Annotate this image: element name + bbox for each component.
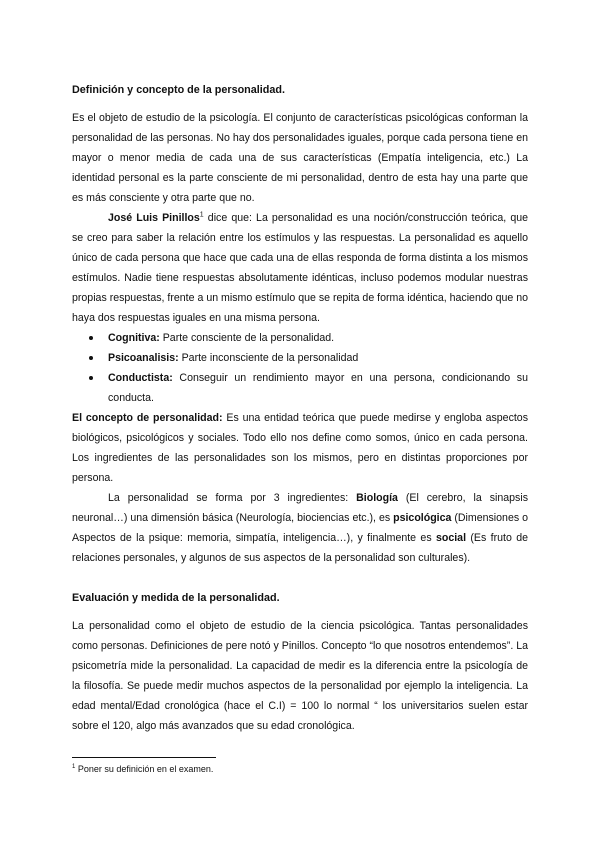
paragraph-concept: El concepto de personalidad: Es una entidad teórica que puede medirse y engloba aspectos biológicos, psicológicos y sociales. Todo ello nos define como somos, único en cada persona. Los ingredientes de las personalidades son los mismos, pero en distintas proporciones por persona. [72,412,528,484]
paragraph-pinillos [72,208,528,328]
bullet-icon [89,356,93,360]
author-name: José Luis Pinillos [108,212,200,224]
approach-list [72,328,528,408]
section-heading-definition: Definición y concepto de la personalidad. [72,84,285,96]
bullet-icon [89,336,93,340]
footnote: $^1$ Poner su definición en el examen. [72,764,214,774]
footnote-ref: 1 [199,211,204,219]
section-heading-evaluation: Evaluación y medida de la personalidad. [72,592,280,604]
pinillos-text: dice que: La personalidad es una noción/construcción teórica, que se creo para saber la relación entre los estímulos y las respuestas. La personalidad es aquello único de cada persona que hace que cada una de ellas responda de forma distinta a los mismos estímulos. Nadie tiene respuestas absolutamente idénticas, incluso podemos modular nuestras propias respuestas, frente a un mismo estímulo que se repita de forma idéntica, haciendo que no haya dos respuestas iguales en una misma persona. [72,212,528,324]
bullet-icon [89,376,93,380]
list-item: Conductista: Conseguir un rendimiento mayor en una persona, condicionando su conducta. [72,368,528,408]
paragraph-definition: Es el objeto de estudio de la psicología. El conjunto de características psicológicas conforman la personalidad de las personas. No hay dos personalidades iguales, porque cada persona tiene en mayor o menor media de cada una de sus características (Empatía inteligencia, etc.) La identidad personal es la parte consciente de mi personalidad, dentro de esta hay una parte que es más consciente y otra parte que no. [72,112,528,204]
paragraph-evaluation: La personalidad como el objeto de estudio de la ciencia psicológica. Tantas personalidades como personas. Definiciones de pere notó y Pinillos. Concepto “lo que nosotros entendemos”. La psicometría mide la personalidad. La capacidad de medir es la diferencia entre la psicología de la filosofía. Se puede medir muchos aspectos de la personalidad por ejemplo la inteligencia. La edad mental/Edad cronológica (hace el C.I) = 100 lo normal “ los universitarios suelen estar sobre el 120, algo más avanzados que su edad cronológica. [72,620,528,732]
paragraph-ingredients: La personalidad se forma por 3 ingredientes: Biología (El cerebro, la sinapsis neuronal…) una dimensión básica (Neurología, biociencias etc.), es psicológica (Dimensiones o Aspectos de la psique: memoria, simpatía, inteligencia…), y finalmente es social (Es fruto de relaciones personales, y algunos de sus aspectos de la personalidad son culturales). [72,492,528,564]
document-body [72,80,528,736]
footnote-divider [72,757,216,758]
list-item: Cognitiva: Parte consciente de la personalidad. [72,328,528,348]
list-item: Psicoanalisis: Parte inconsciente de la personalidad [72,348,528,368]
